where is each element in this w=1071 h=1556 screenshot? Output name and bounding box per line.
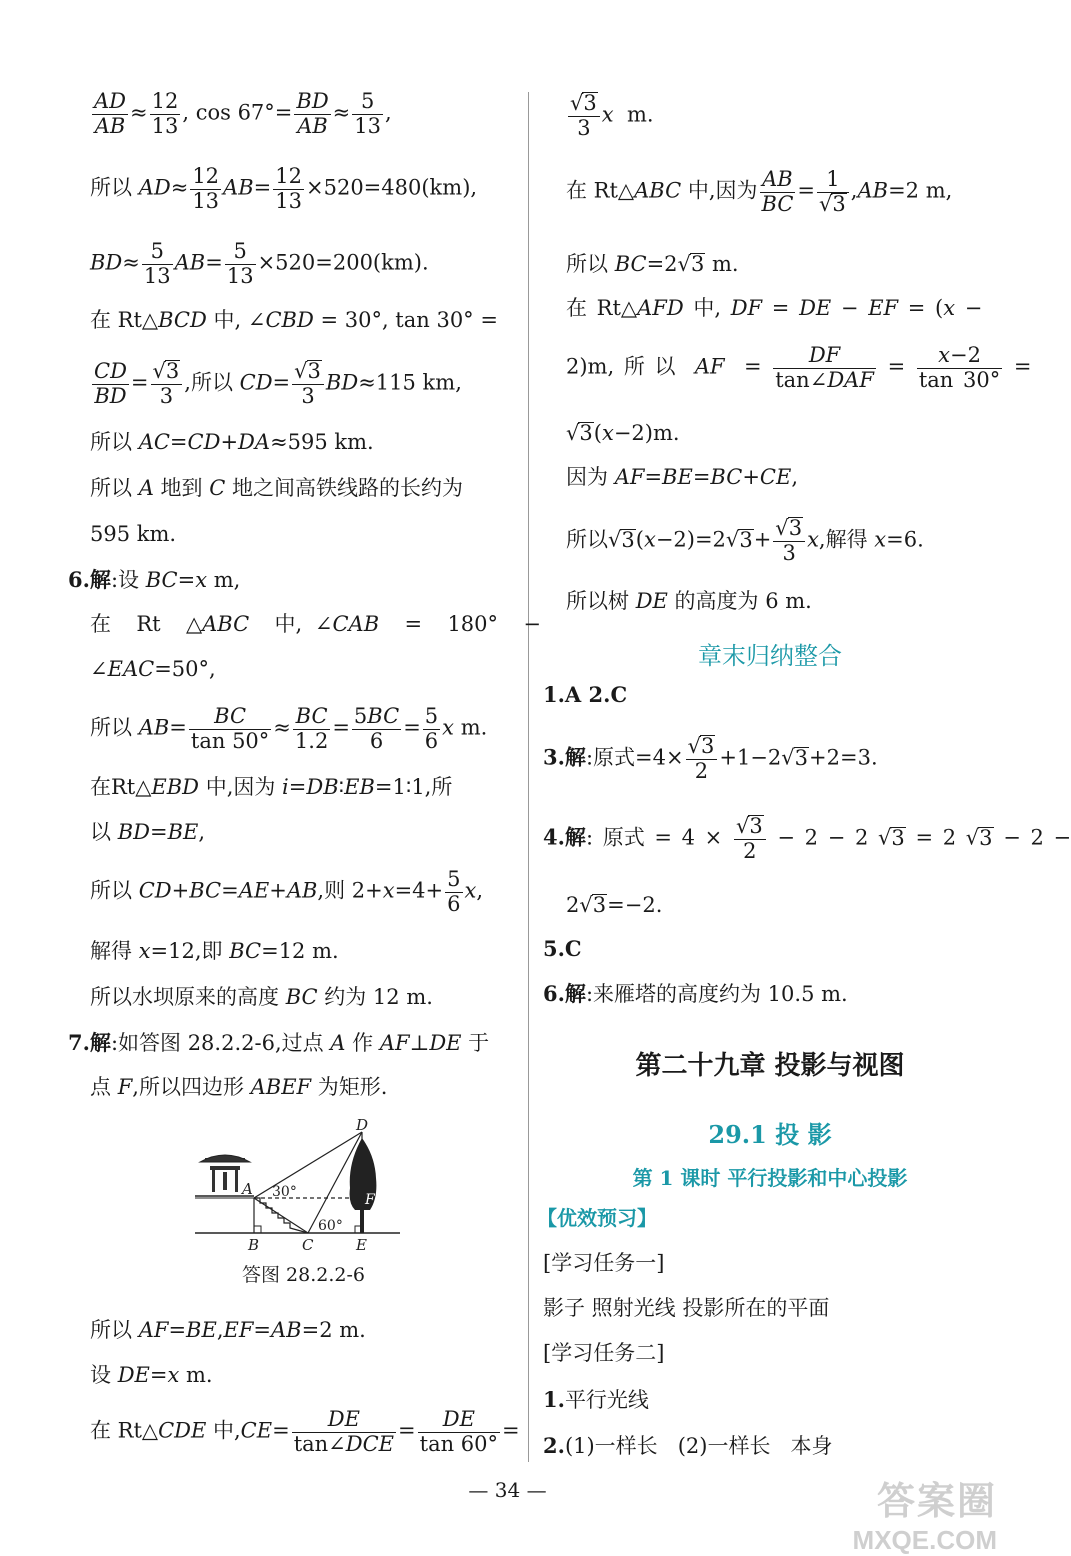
fig-label-60: 60° [318,1218,343,1234]
question-6: 6.解:设 BC=x m, [68,567,241,592]
right-line-6: √3(x−2)m. [566,421,680,445]
task-2-answer-2: 2.(1)一样长 (2)一样长 本身 [543,1433,833,1458]
left-line-13: 在Rt△EBD 中,因为 i=DB∶EB=1∶1,所 [90,775,453,799]
watermark-logo: 答案圈 [876,1481,997,1523]
answer-1-2: 1.A 2.C [543,682,628,707]
lesson-title: 第 1 课时 平行投影和中心投影 [632,1166,908,1190]
right-line-1: $\frac{√3}{3}$ x m. [570,91,654,140]
right-line-3: 所以 BC=2√3 m. [566,252,739,276]
left-line-20: 所以 AF=BE,EF=AB=2 m. [90,1318,366,1342]
question-6-number: 6.解 [68,567,111,592]
column-divider [528,92,529,1462]
left-line-1: $\frac{AD}{AB}$ ≈ $\frac{12}{13}$ , cos 67°= $\frac{BD}{AB}$ ≈ $\frac{5}{13}$ , [94,89,392,138]
answer-6: 6.解:来雁塔的高度约为 10.5 m. [543,981,848,1006]
left-line-2: 所以 AD≈ $\frac{12}{13}$ AB= $\frac{12}{13}$ ×520=480(km), [90,164,478,213]
left-line-10: 在 Rt △ABC 中, ∠CAB = 180° − [90,612,541,636]
left-line-17: 所以水坝原来的高度 BC 约为 12 m. [90,985,433,1009]
right-line-7: 因为 AF=BE=BC+CE, [566,465,799,489]
left-line-15: 所以 CD+BC=AE+AB,则 2+x=4+ $\frac{5}{6}$ x, [90,867,484,916]
left-line-8: 595 km. [90,522,177,546]
chapter-title: 第二十九章 投影与视图 [635,1051,905,1081]
right-line-8: 所以√3(x−2)=2√3+ $\frac{√3}{3}$ x,解得 x=6. [566,516,924,565]
fig-label-30: 30° [272,1184,297,1200]
fig-label-A: A [242,1180,253,1198]
fig-label-C: C [302,1236,314,1254]
task-2-answer-1: 1.平行光线 [543,1387,649,1412]
left-line-7: 所以 A 地到 C 地之间高铁线路的长约为 [90,476,463,500]
left-line-4: 在 Rt△BCD 中, ∠CBD = 30°, tan 30° = [90,308,498,332]
left-line-11: ∠EAC=50°, [90,657,216,681]
left-line-14: 以 BD=BE, [90,820,206,844]
question-7: 7.解:如答图 28.2.2-6,过点 A 作 AF⊥DE 于 [68,1030,490,1055]
figure-caption: 答图 28.2.2-6 [242,1264,365,1286]
right-line-9: 所以树 DE 的高度为 6 m. [566,589,812,613]
left-line-22: 在 Rt△CDE 中,CE= $\frac{DE}{\text{tan∠DCE}}$ = $\frac{DE}{\tan 60^\circ}$ = [90,1407,520,1456]
right-line-2: 在 Rt△ABC 中,因为 $\frac{AB}{BC}$ = $\frac{1}{√3}$ ,AB=2 m, [566,167,953,216]
fig-label-D: D [356,1116,369,1134]
answer-4-cont: 2√3=−2. [566,893,663,917]
answer-4: 4.解: 原式 = 4 × $\frac{√3}{2}$ − 2 − 2 √3 = 2 √3 − 2 − [543,814,1071,863]
answer-3: 3.解:原式=4× $\frac{√3}{2}$ +1−2√3+2=3. [543,734,878,783]
fig-label-B: B [248,1236,260,1254]
left-line-12: 所以 AB= $\frac{BC}{\tan 50^\circ}$ ≈ $\frac{BC}{1.2}$ = $\frac{5BC}{6}$ = $\frac{5}{6}$ x m. [90,704,488,753]
task-1-answer: 影子 照射光线 投影所在的平面 [543,1296,830,1320]
page-number: — 34 — [468,1478,547,1502]
section-title: 章末归纳整合 [698,642,842,670]
right-line-5: 2)m, 所 以 AF = $\frac{DF}{\text{tan∠DAF}}$ = $\frac{x-2}{\tan 30^\circ}$ = [566,343,1032,392]
task-2-label: [学习任务二] [543,1341,665,1365]
task-1-label: [学习任务一] [543,1251,665,1275]
watermark [853,1470,997,1556]
watermark-url: MXQE.COM [852,1525,997,1555]
left-line-5: $\frac{CD}{BD}$ = $\frac{√3}{3}$ ,所以 CD= $\frac{√3}{3}$ BD≈115 km, [94,359,462,408]
fig-label-E: E [356,1236,367,1254]
right-line-4: 在 Rt△AFD 中, DF = DE − EF = (x − [566,296,983,320]
answer-5: 5.C [543,936,582,961]
left-line-3: BD≈ $\frac{5}{13}$ AB= $\frac{5}{13}$ ×520=200(km). [90,239,429,288]
tree-icon [350,1138,377,1233]
subsection-title: 29.1 投 影 [708,1120,832,1149]
left-line-16: 解得 x=12,即 BC=12 m. [90,939,339,963]
left-line-19: 点 F,所以四边形 ABEF 为矩形. [90,1075,388,1099]
fig-label-F: F [365,1192,375,1208]
preview-tag: 【优效预习】 [537,1206,657,1230]
left-line-21: 设 DE=x m. [90,1363,213,1387]
answer-figure [190,1118,410,1256]
left-line-6: 所以 AC=CD+DA≈595 km. [90,430,374,454]
question-7-number: 7.解 [68,1030,111,1055]
